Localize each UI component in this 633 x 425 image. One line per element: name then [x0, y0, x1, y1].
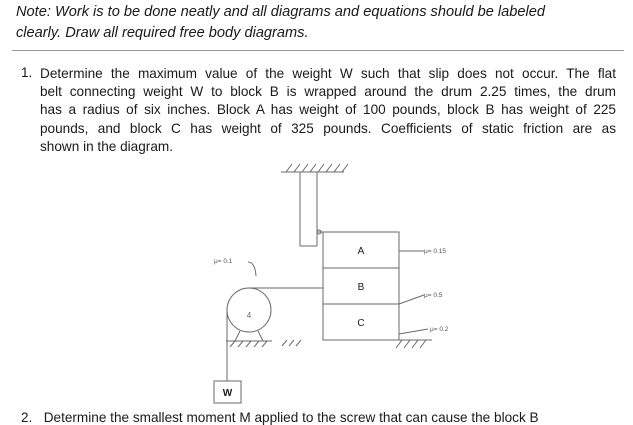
note-line-1-text: Work is to be done neatly and all diagrams and equations should be labeled [50, 4, 545, 20]
mu-c-leader [399, 329, 428, 334]
ceiling-hatch [286, 164, 348, 172]
mu-drum-label: μ= 0.1 [214, 258, 233, 265]
problem-2-number: 2. [21, 410, 33, 425]
mu-c-ground-label: μ= 0.2 [430, 326, 449, 333]
block-c-label: C [357, 318, 365, 329]
ground-left-hatch [282, 340, 301, 346]
mu-bc-label: μ= 0.5 [424, 292, 443, 299]
note-prefix: Note: [16, 4, 51, 20]
problem-1-number: 1. [21, 65, 33, 80]
problem-1-line-1: Determine the maximum value of the weight W such that slip does not occur. The flat [40, 66, 616, 81]
note-line-2: clearly. Draw all required free body diagrams. [16, 25, 309, 41]
problem-2-text: Determine the smallest moment M applied to the screw that can cause the block B [43, 410, 539, 425]
mu-drum-leader [248, 262, 256, 276]
drum-label: 4 [246, 311, 252, 320]
weight-label: W [222, 388, 233, 399]
mu-bc-leader [399, 295, 424, 304]
problem-1-line-4: pounds, and block C has weight of 325 pounds. Coefficients of static friction are as [40, 120, 616, 136]
problem-1-line-5: shown in the diagram. [40, 138, 173, 154]
block-b-label: B [357, 282, 365, 293]
drum-support [226, 331, 272, 347]
mu-ab-label: μ= 0.15 [424, 248, 446, 255]
block-a-label: A [357, 246, 365, 257]
drum [227, 288, 271, 332]
problem-1-line-3: has a radius of six inches. Block A has weight of 100 pounds, block B has weight of 225 [40, 102, 616, 118]
problem-1-line-2: belt connecting weight W to block B is wrapped around the drum 2.25 times, the drum [40, 84, 616, 100]
problem-2-partial [21, 410, 539, 425]
ground-right-hatch [396, 340, 426, 348]
